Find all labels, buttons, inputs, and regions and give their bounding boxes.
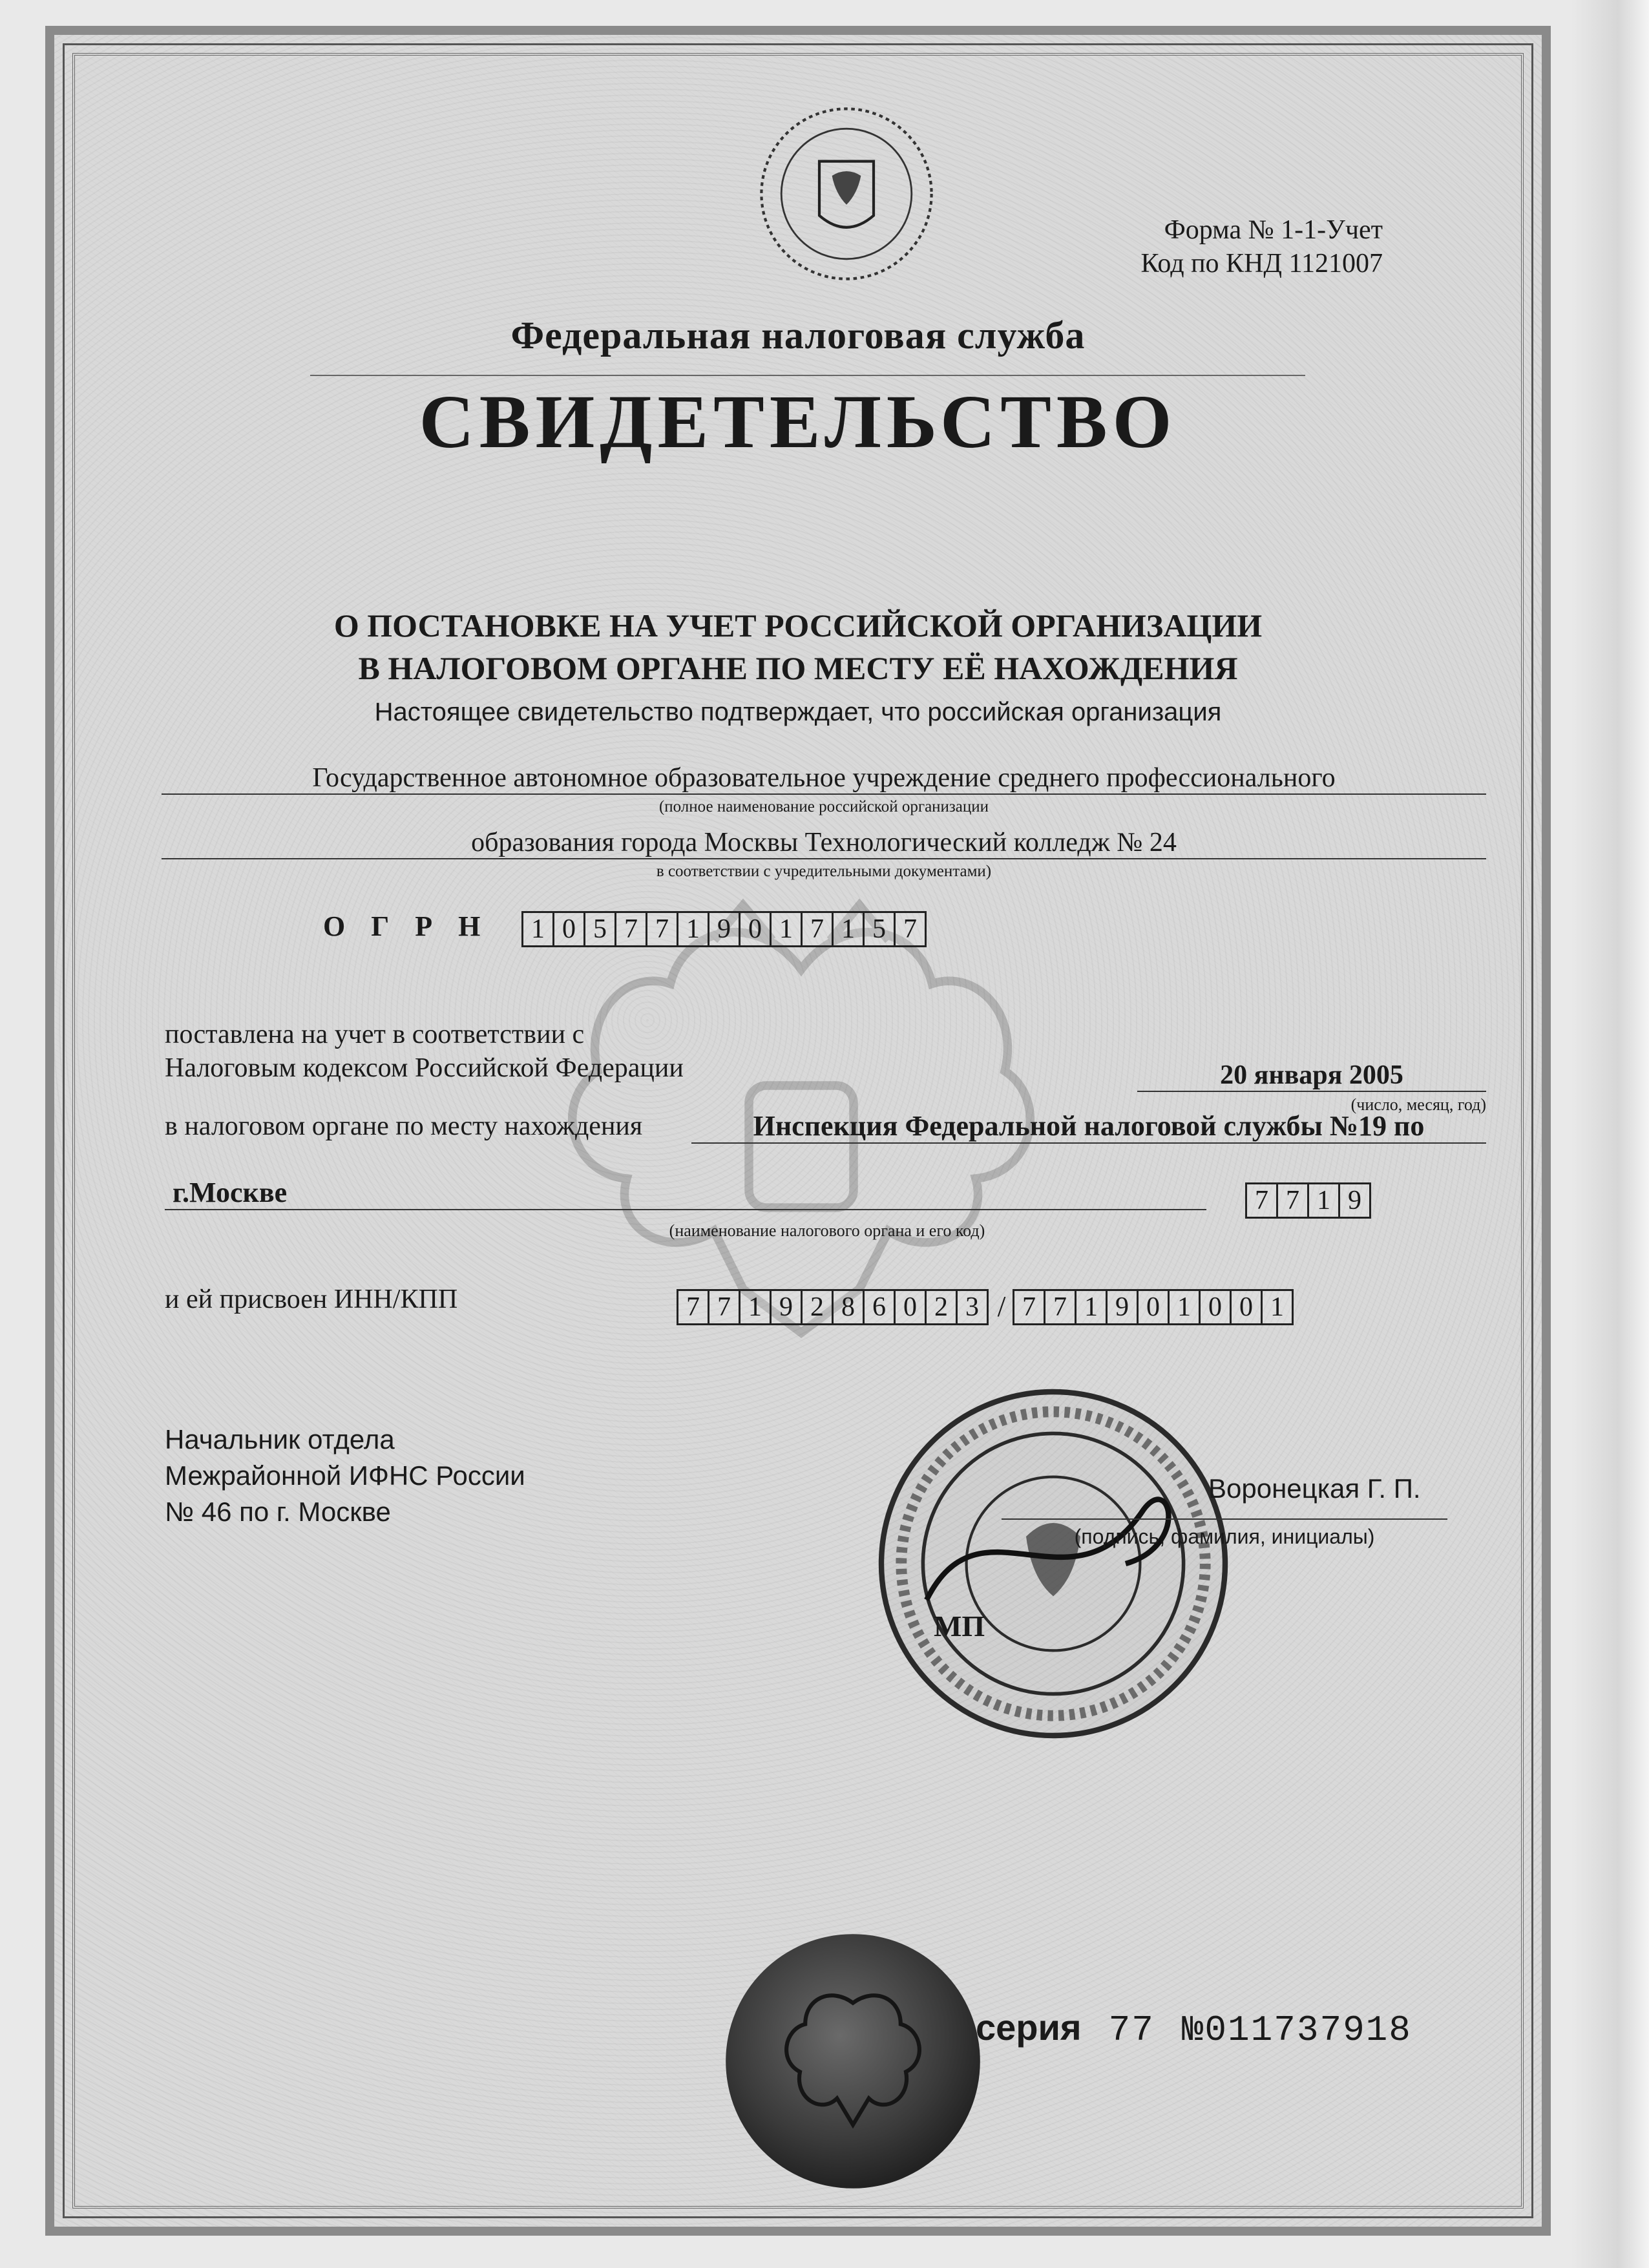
organization-caption-1: (полное наименование российской организации xyxy=(658,798,989,815)
knd-code: Код по КНД 1121007 xyxy=(1140,249,1383,278)
tax-organ-label: в налоговом органе по месту нахождения xyxy=(165,1111,643,1141)
inn-digit: 9 xyxy=(770,1289,803,1325)
inn-digit: 1 xyxy=(739,1289,772,1325)
kpp-digit: 1 xyxy=(1261,1289,1294,1325)
kpp-digit: 9 xyxy=(1106,1289,1139,1325)
signatory-position-line-3: № 46 по г. Москве xyxy=(165,1496,391,1527)
confirmation-text: Настоящее свидетельство подтверждает, что российская организация xyxy=(374,698,1222,726)
signatory-position-line-1: Начальник отдела xyxy=(165,1424,395,1454)
signature-line xyxy=(1002,1518,1447,1520)
ogrn-digit: 7 xyxy=(801,911,834,947)
kpp-digit: 0 xyxy=(1137,1289,1170,1325)
signatory-position xyxy=(165,1422,525,1530)
document-subtitle xyxy=(45,604,1551,689)
kpp-digit: 1 xyxy=(1075,1289,1108,1325)
ogrn-digit-boxes xyxy=(523,911,927,947)
holographic-seal-icon xyxy=(720,1929,985,2194)
kpp-digit: 7 xyxy=(1013,1289,1045,1325)
registration-text-line-1: поставлена на учет в соответствии с xyxy=(165,1020,585,1049)
organization-name-line-1: Государственное автономное образовательное учреждение среднего профессионального xyxy=(162,762,1486,795)
tax-organ-code-digit: 7 xyxy=(1276,1182,1309,1219)
round-stamp-icon xyxy=(872,1383,1234,1745)
organization-caption-2: в соответствии с учредительными документами) xyxy=(656,863,992,880)
ogrn-digit: 1 xyxy=(677,911,709,947)
ogrn-digit: 7 xyxy=(614,911,647,947)
ogrn-digit: 0 xyxy=(552,911,585,947)
inn-digit: 6 xyxy=(863,1289,896,1325)
series-block xyxy=(976,2006,1412,2051)
tax-organ-code-digit: 1 xyxy=(1307,1182,1340,1219)
registration-date-caption: (число, месяц, год) xyxy=(1350,1095,1486,1114)
stamp-place-mark: МП xyxy=(934,1610,985,1643)
certificate-sheet xyxy=(45,26,1551,2236)
series-label: серия xyxy=(976,2007,1082,2048)
series-value: 77 xyxy=(1108,2010,1155,2051)
registration-date: 20 января 2005 xyxy=(1137,1060,1486,1092)
ogrn-digit: 5 xyxy=(583,911,616,947)
inn-digit: 3 xyxy=(956,1289,989,1325)
tax-organ-code-digit: 9 xyxy=(1338,1182,1371,1219)
service-name: Федеральная налоговая служба xyxy=(510,314,1086,357)
ogrn-digit: 0 xyxy=(739,911,772,947)
fns-emblem-icon xyxy=(756,103,937,284)
inn-digit: 0 xyxy=(894,1289,927,1325)
scan-edge-shadow xyxy=(1571,0,1649,2268)
inn-digit: 2 xyxy=(925,1289,958,1325)
subtitle-line-1: О ПОСТАНОВКЕ НА УЧЕТ РОССИЙСКОЙ ОРГАНИЗАЦИИ xyxy=(333,607,1263,644)
tax-organ-name-line-1: Инспекция Федеральной налоговой службы №19 по xyxy=(691,1109,1486,1144)
tax-organ-code-boxes xyxy=(1247,1182,1371,1219)
inn-kpp-label: и ей присвоен ИНН/КПП xyxy=(165,1285,458,1314)
service-divider xyxy=(310,375,1305,376)
ogrn-digit: 5 xyxy=(863,911,896,947)
inn-digit: 8 xyxy=(832,1289,865,1325)
inn-digit: 2 xyxy=(801,1289,834,1325)
ogrn-digit: 7 xyxy=(646,911,678,947)
kpp-digit: 0 xyxy=(1230,1289,1263,1325)
form-number: Форма № 1-1-Учет xyxy=(1164,215,1383,245)
inn-digit: 7 xyxy=(677,1289,709,1325)
signature-caption: (подпись, фамилия, инициалы) xyxy=(1074,1525,1375,1548)
kpp-digit: 1 xyxy=(1168,1289,1201,1325)
kpp-digit: 7 xyxy=(1044,1289,1077,1325)
ogrn-digit: 7 xyxy=(894,911,927,947)
inn-digit: 7 xyxy=(708,1289,740,1325)
ogrn-digit: 1 xyxy=(521,911,554,947)
kpp-digit: 0 xyxy=(1199,1289,1232,1325)
organization-name-line-2: образования города Москвы Технологический колледж № 24 xyxy=(162,827,1486,859)
inn-kpp-separator: / xyxy=(997,1290,1006,1323)
ogrn-label: ОГРН xyxy=(323,910,507,942)
inn-kpp-boxes xyxy=(678,1289,1294,1325)
form-code-block xyxy=(1141,213,1383,280)
tax-organ-caption: (наименование налогового органа и его код) xyxy=(669,1221,985,1240)
subtitle-line-2: В НАЛОГОВОМ ОРГАНЕ ПО МЕСТУ ЕЁ НАХОЖДЕНИЯ xyxy=(358,650,1238,686)
tax-organ-name-line-2: г.Москве xyxy=(165,1176,1206,1210)
signatory-name: Воронецкая Г. П. xyxy=(1208,1473,1421,1504)
ogrn-digit: 9 xyxy=(708,911,740,947)
document-title: СВИДЕТЕЛЬСТВО xyxy=(419,379,1177,464)
ogrn-digit: 1 xyxy=(832,911,865,947)
certificate-number: №011737918 xyxy=(1181,2010,1412,2051)
ogrn-digit: 1 xyxy=(770,911,803,947)
registration-text xyxy=(165,1018,684,1085)
signatory-position-line-2: Межрайонной ИФНС России xyxy=(165,1460,525,1491)
tax-organ-code-digit: 7 xyxy=(1245,1182,1278,1219)
registration-text-line-2: Налоговым кодексом Российской Федерации xyxy=(165,1053,684,1083)
